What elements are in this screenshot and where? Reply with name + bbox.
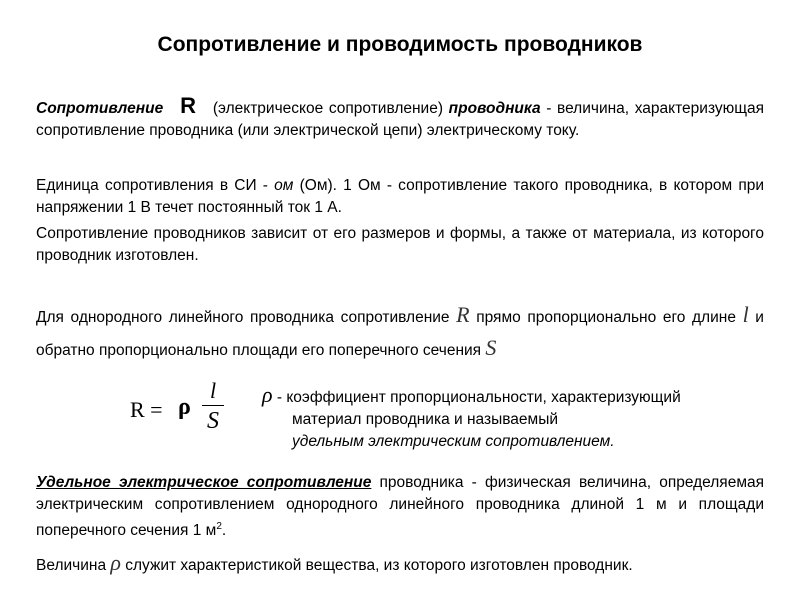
- formula-rho: ρ: [178, 394, 191, 420]
- rho-desc-line3: удельным электрическим сопротивлением.: [292, 433, 615, 450]
- rho-char-rest: служит характеристикой вещества, из которого изготовлен проводник.: [125, 557, 633, 574]
- symbol-R-inline: R: [456, 302, 470, 327]
- prop-text-a: Для однородного линейного проводника сопротивление: [36, 309, 450, 326]
- prop-text-b: прямо пропорционально его длине: [476, 309, 736, 326]
- term-conductor: проводника: [448, 100, 541, 117]
- formula-fraction: [202, 378, 224, 435]
- paragraph-si-unit: [36, 175, 764, 219]
- rho-desc-line1: [262, 384, 772, 409]
- superscript-2: 2: [216, 521, 222, 532]
- paragraph-resistance-definition: [36, 95, 764, 142]
- term-resistance: Сопротивление: [36, 100, 164, 117]
- symbol-R: R: [180, 93, 196, 118]
- si-unit-rest: (Ом). 1 Ом - сопротивление такого проводника, в котором при напряжении 1 В течет постоянный ток 1 А.: [36, 177, 764, 216]
- period: .: [221, 522, 227, 540]
- unit-ohm: ом: [274, 177, 294, 194]
- symbol-S-inline: S: [485, 335, 497, 360]
- resistance-formula: [130, 378, 230, 448]
- formula-denominator: S: [207, 408, 219, 434]
- formula-lhs: R =: [130, 397, 163, 422]
- rho-desc-text1: - коэффициент пропорциональности, характеризующий: [276, 389, 681, 406]
- symbol-l-inline: l: [742, 302, 749, 327]
- term-specific-resistance: Удельное электрическое сопротивление: [36, 474, 372, 491]
- rho-char-pre: Величина: [36, 557, 107, 574]
- rho-char-symbol: ρ: [110, 550, 121, 575]
- paragraph-specific-resistance: [36, 472, 764, 542]
- rho-description: [262, 384, 772, 453]
- prop-text-c: и обратно пропорционально площади его поперечного сечения: [36, 309, 764, 359]
- rho-desc-line2: материал проводника и называемый: [292, 411, 558, 428]
- formula-numerator: l: [209, 378, 217, 403]
- paragraph-proportionality: [36, 300, 764, 366]
- fraction-bar: [202, 405, 224, 406]
- paren-text: (электрическое сопротивление): [212, 100, 443, 117]
- definition-rest: - величина, характеризующая сопротивление проводника (или электрической цепи) электрическому току.: [36, 100, 765, 139]
- rho-symbol: ρ: [262, 382, 273, 407]
- si-unit-pre: Единица сопротивления в СИ -: [36, 177, 268, 194]
- paragraph-rho-characteristic: [36, 550, 764, 579]
- slide-title: Сопротивление и проводимость проводников: [157, 33, 643, 56]
- specific-resistance-rest: проводника - физическая величина, определяемая электрическим сопротивлением однородного линейного проводника длиной 1 м и площади поперечного сечения 1 м: [36, 474, 764, 540]
- paragraph-dependence: Сопротивление проводников зависит от его размеров и формы, а также от материала, из которого проводник изготовлен.: [36, 225, 764, 264]
